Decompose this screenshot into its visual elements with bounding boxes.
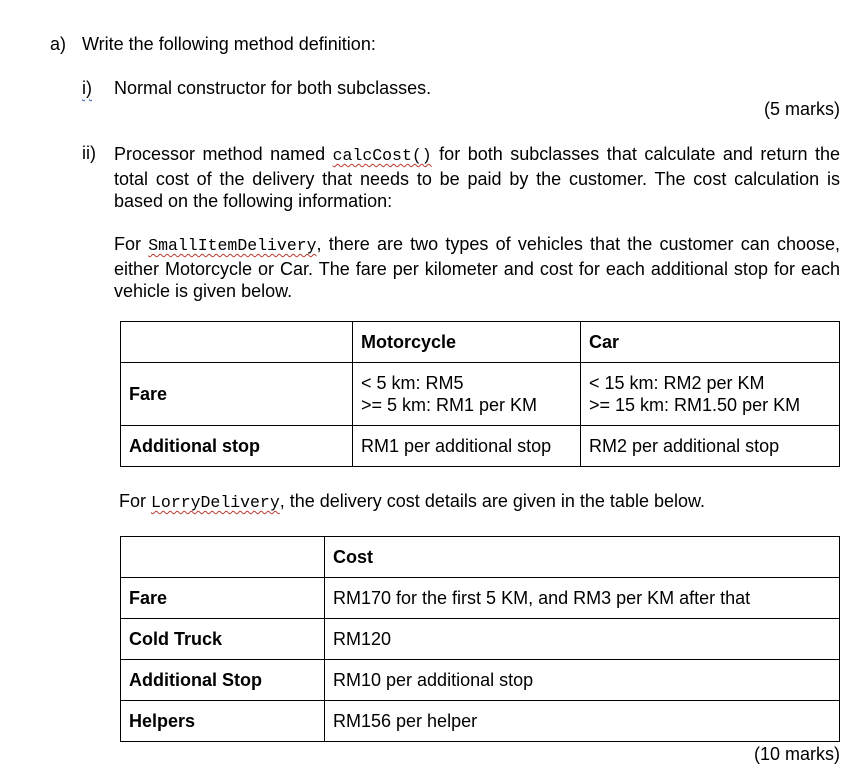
small-item-paragraph [114,233,840,303]
motorcycle-fare-line: < 5 km: RM5 [361,373,464,393]
part-i-text: Normal constructor for both subclasses. [114,78,432,98]
vehicle-table-header-row [121,322,840,363]
part-ii-label: ii) [82,143,96,163]
motorcycle-fare-line: >= 5 km: RM1 per KM [361,395,538,415]
small-item-class-name: SmallItemDelivery [148,236,317,255]
lorry-table-row [121,701,840,742]
part-i-label: i) [82,78,92,98]
question-a-label: a) [50,34,67,54]
lorry-table-row-cost: RM156 per helper [325,701,840,742]
lorry-paragraph [119,491,705,512]
car-stop-cell: RM2 per additional stop [581,426,840,467]
vehicle-table-row-label: Additional stop [121,426,353,467]
part-ii-text-after: for both subclasses that calculate and return the total cost of the delivery that needs to be paid by the customer. The cost calculation is based on the following information: [114,144,840,211]
lorry-table-row [121,660,840,701]
car-fare-line: < 15 km: RM2 per KM [589,373,765,393]
small-item-prefix: For [114,234,149,254]
vehicle-table-row-additional-stop [121,426,840,467]
lorry-table-row-cost: RM120 [325,619,840,660]
lorry-table-row-cost: RM170 for the first 5 KM, and RM3 per KM after that [325,578,840,619]
motorcycle-stop-cell: RM1 per additional stop [353,426,581,467]
lorry-class-name: LorryDelivery [151,493,280,512]
final-marks: (10 marks) [753,744,840,764]
vehicle-table-row-label: Fare [121,363,353,426]
lorry-table-header-row [121,537,840,578]
lorry-table-row-label: Helpers [121,701,325,742]
car-fare-line: >= 15 km: RM1.50 per KM [589,395,801,415]
lorry-suffix: , the delivery cost details are given in the table below. [279,491,705,511]
question-a [50,34,376,55]
small-item-suffix: , there are two types of vehicles that the customer can choose, either Motorcycle or Car. The fare per kilometer and cost for each additional stop for each vehicle is given below. [114,234,840,301]
lorry-table-row [121,619,840,660]
lorry-cost-table [120,536,840,742]
question-a-text: Write the following method definition: [82,34,376,54]
part-i [82,78,432,99]
lorry-prefix: For [119,491,152,511]
car-fare-cell [581,363,840,426]
part-ii-text-before: Processor method named [114,144,333,164]
vehicle-table-header-motorcycle: Motorcycle [353,322,581,363]
lorry-table-header-cost: Cost [325,537,840,578]
lorry-table-header-empty [121,537,325,578]
method-name-code: calcCost() [332,146,432,165]
vehicle-cost-table [120,321,840,467]
vehicle-table-row-fare [121,363,840,426]
lorry-table-row-label: Additional Stop [121,660,325,701]
part-ii-paragraph [114,143,840,213]
vehicle-table-header-empty [121,322,353,363]
lorry-table-row [121,578,840,619]
lorry-table-row-label: Fare [121,578,325,619]
lorry-table-row-label: Cold Truck [121,619,325,660]
motorcycle-fare-cell [353,363,581,426]
part-i-marks: (5 marks) [764,99,840,119]
vehicle-table-header-car: Car [581,322,840,363]
lorry-table-row-cost: RM10 per additional stop [325,660,840,701]
